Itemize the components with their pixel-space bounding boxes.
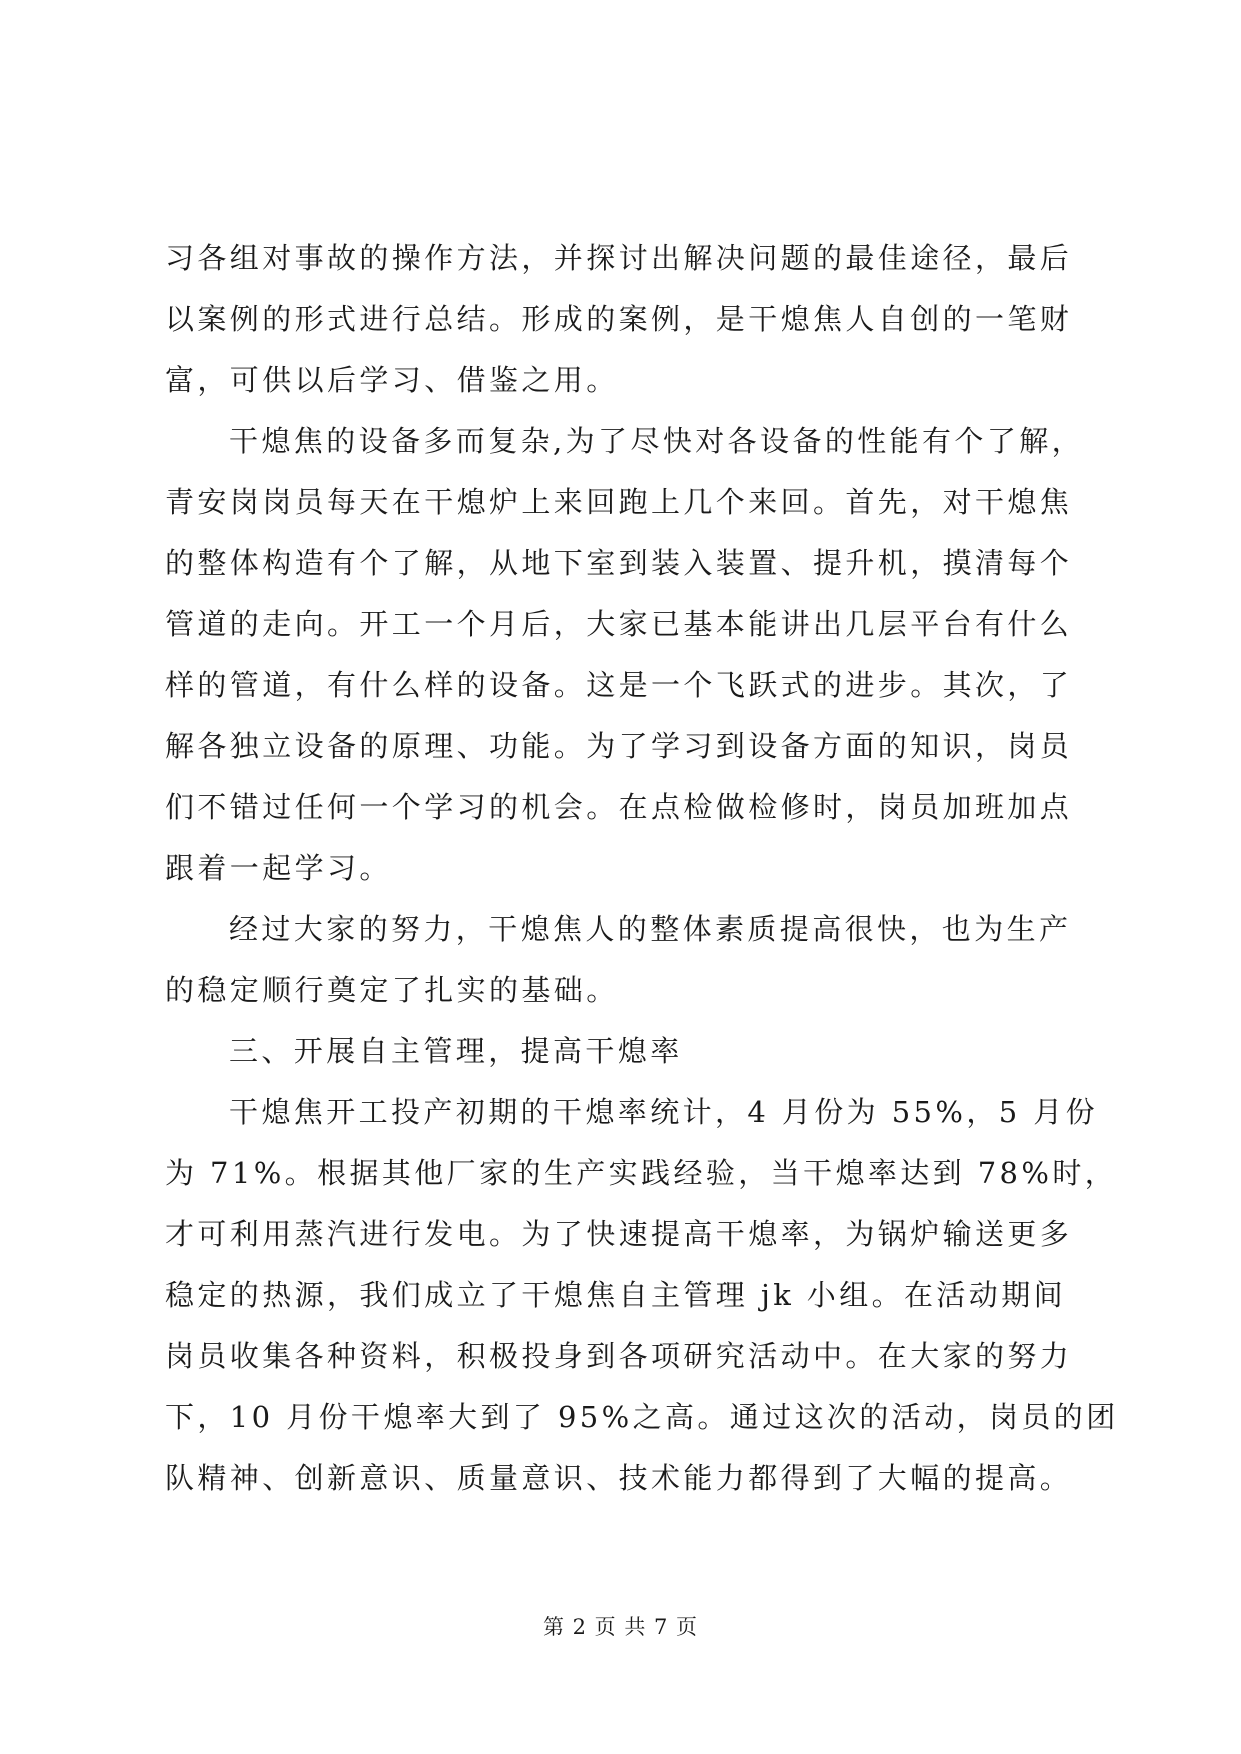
text-line: 岗员收集各种资料，积极投身到各项研究活动中。在大家的努力 bbox=[165, 1339, 1073, 1373]
text-line: 才可利用蒸汽进行发电。为了快速提高干熄率，为锅炉输送更多 bbox=[165, 1217, 1073, 1251]
text-line: 下，10 月份干熄率大到了 95%之高。通过这次的活动，岗员的团 bbox=[165, 1400, 1119, 1434]
text-line: 以案例的形式进行总结。形成的案例，是干熄焦人自创的一笔财 bbox=[165, 302, 1073, 336]
text-line: 为 71%。根据其他厂家的生产实践经验，当干熄率达到 78%时， bbox=[165, 1156, 1118, 1190]
text-line: 们不错过任何一个学习的机会。在点检做检修时，岗员加班加点 bbox=[165, 790, 1073, 824]
text-line: 的整体构造有个了解，从地下室到装入装置、提升机，摸清每个 bbox=[165, 546, 1073, 580]
text-line: 习各组对事故的操作方法，并探讨出解决问题的最佳途径，最后 bbox=[165, 241, 1073, 275]
text-line: 富，可供以后学习、借鉴之用。 bbox=[165, 363, 619, 397]
paragraph-first-line: 经过大家的努力，干熄焦人的整体素质提高很快，也为生产 bbox=[229, 912, 1072, 946]
text-line: 解各独立设备的原理、功能。为了学习到设备方面的知识，岗员 bbox=[165, 729, 1073, 763]
text-line: 样的管道，有什么样的设备。这是一个飞跃式的进步。其次，了 bbox=[165, 668, 1073, 702]
page-number-footer: 第 2 页 共 7 页 bbox=[542, 1615, 699, 1639]
paragraph-first-line: 干熄焦开工投产初期的干熄率统计，4 月份为 55%，5 月份 bbox=[229, 1095, 1099, 1129]
text-line: 队精神、创新意识、质量意识、技术能力都得到了大幅的提高。 bbox=[165, 1461, 1073, 1495]
document-body bbox=[165, 228, 1119, 1509]
text-line: 跟着一起学习。 bbox=[165, 851, 392, 885]
text-line: 稳定的热源，我们成立了干熄焦自主管理 jk 小组。在活动期间 bbox=[165, 1278, 1067, 1312]
paragraph-first-line: 干熄焦的设备多而复杂,为了尽快对各设备的性能有个了解， bbox=[229, 424, 1085, 458]
text-line: 的稳定顺行奠定了扎实的基础。 bbox=[165, 973, 619, 1007]
section-heading: 三、开展自主管理，提高干熄率 bbox=[229, 1034, 683, 1068]
text-line: 管道的走向。开工一个月后，大家已基本能讲出几层平台有什么 bbox=[165, 607, 1073, 641]
text-line: 青安岗岗员每天在干熄炉上来回跑上几个来回。首先，对干熄焦 bbox=[165, 485, 1073, 519]
